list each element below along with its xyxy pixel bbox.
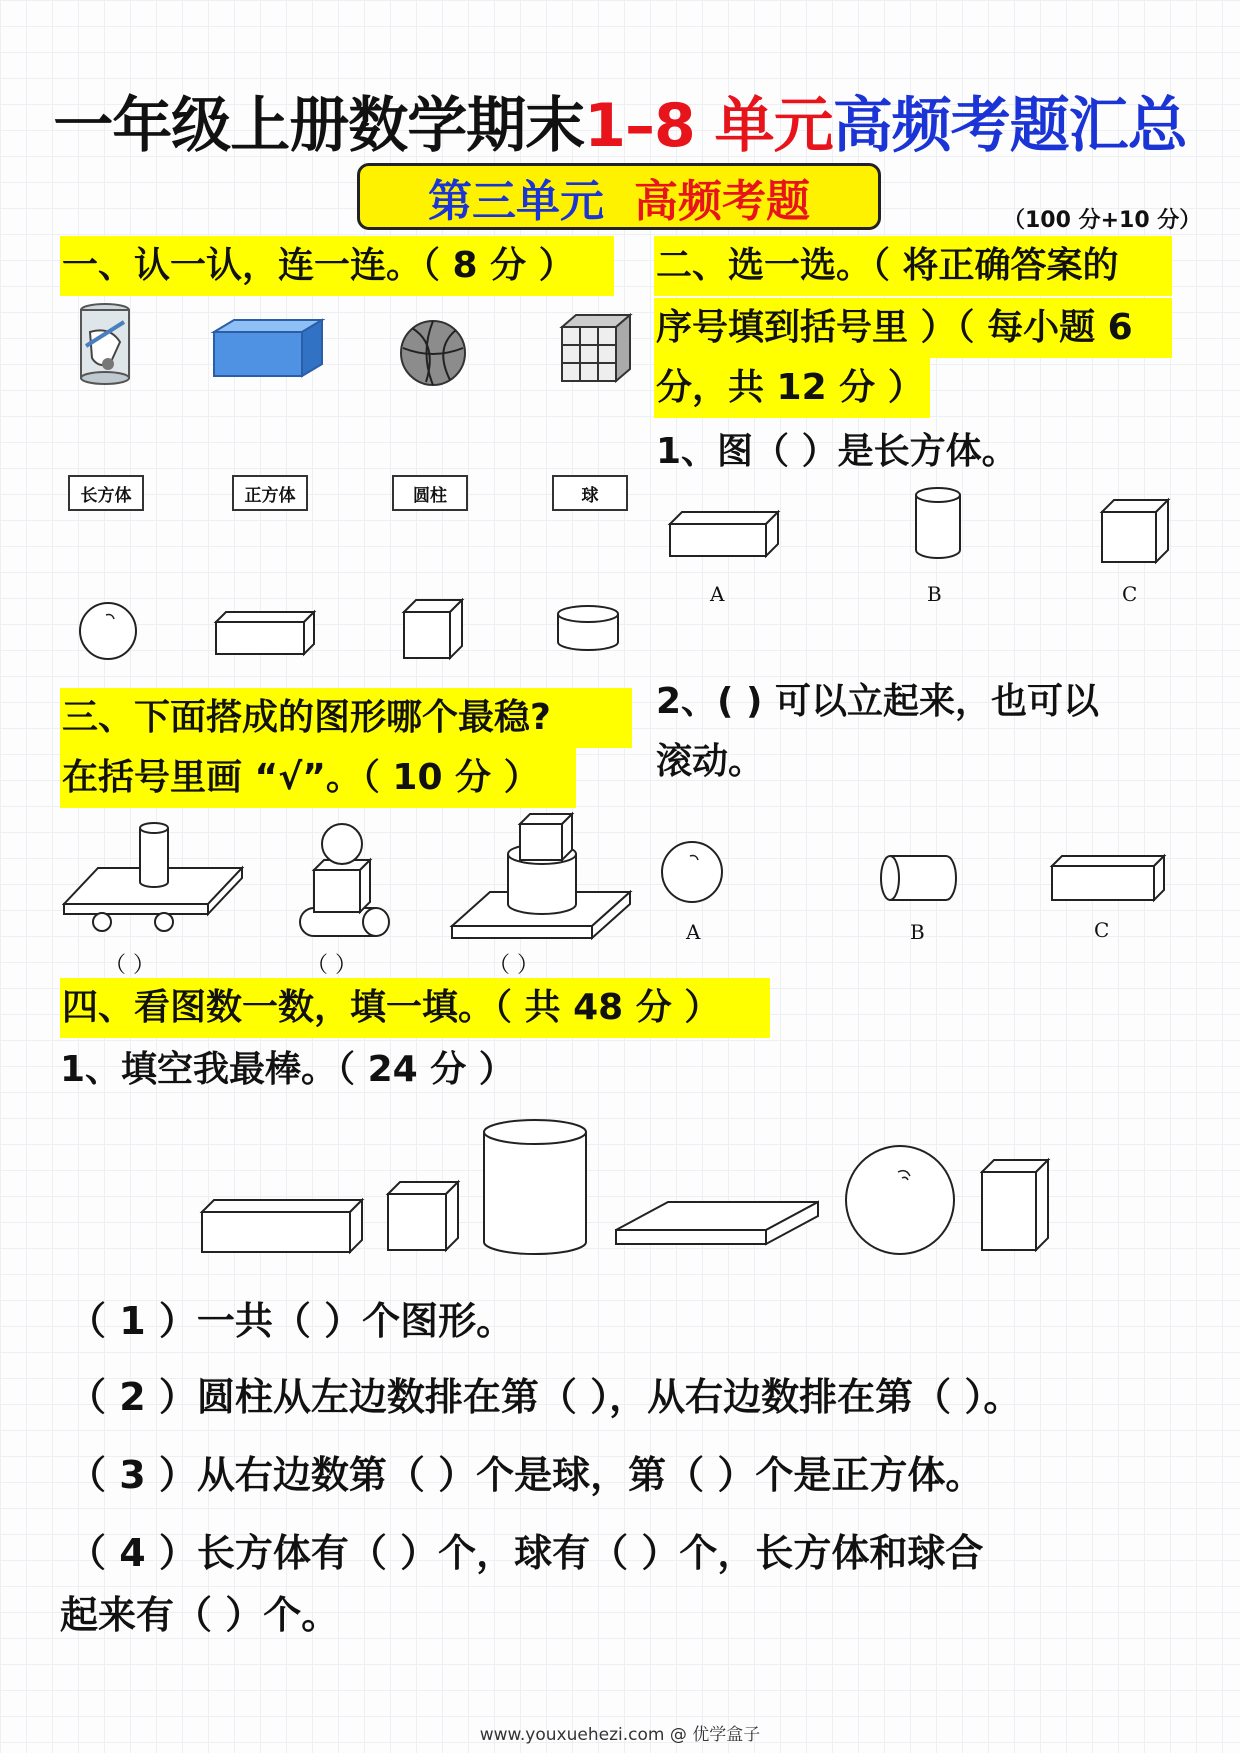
section4-heading: 四、看图数一数，填一填。（ 共 48 分 ） [60,978,770,1038]
structure-c-icon [450,808,632,940]
section3-heading-line2: 在括号里画 “√”。（ 10 分 ） [60,748,576,808]
q2-choice-c: C [1094,918,1110,942]
label-cylinder: 圆柱 [392,475,468,511]
unit-banner [357,163,881,230]
section2-q1: 1、图（ ）是长方体。 [656,431,1018,472]
section2-q2-line2: 滚动。 [656,741,765,782]
unit-label: 高频考题 [634,175,810,227]
label-cube: 正方体 [232,475,308,511]
footer: www.youxuehezi.com @ 优学盒子 [479,1725,761,1745]
q2-choice-b: B [910,920,925,944]
section2-heading-line3: 分，共 12 分 ） [654,358,930,418]
basketball-icon [398,318,468,388]
section1-heading: 一、认一认，连一连。（ 8 分 ） [60,236,614,296]
rubik-cube-icon [560,313,632,385]
q2-choice-a: A [686,920,701,944]
structure-a-blank[interactable]: （ ） [104,953,155,978]
structure-b-icon [298,822,396,936]
s4-sphere [844,1144,956,1256]
label-cuboid: 长方体 [68,475,144,511]
label-sphere: 球 [552,475,628,511]
s4-cuboid-1 [200,1198,364,1254]
title-part2: 1–8 单元 [584,91,833,161]
s4-cuboid-flat [614,1200,820,1250]
section2-q2-line1: 2、( ) 可以立起来，也可以 [656,681,1100,722]
title-part3: 高频考题汇总 [832,91,1187,161]
title-part1: 一年级上册数学期末 [53,91,585,161]
unit-name: 第三单元 [428,175,604,227]
q2-sphere-icon [660,840,726,906]
section2-heading-line1: 二、选一选。（ 将正确答案的 [654,236,1172,296]
q1-cuboid-icon [668,510,780,558]
q1-cube-icon [1100,498,1170,564]
section3-heading-line1: 三、下面搭成的图形哪个最稳? [60,688,632,748]
s4-cylinder [482,1118,588,1256]
q1-choice-b: B [927,582,942,606]
s4-cube [386,1180,460,1252]
badminton-tube-icon [70,302,140,384]
structure-c-blank[interactable]: （ ） [488,953,539,978]
q2-cuboid-icon [1050,854,1166,902]
s4-item-4-cont: 起来有（ ）个。 [60,1593,340,1637]
section4-sub: 1、填空我最棒。（ 24 分 ） [60,1049,515,1090]
s4-item-1: （ 1 ）一共（ ）个图形。 [68,1299,515,1343]
q1-choice-c: C [1122,582,1138,606]
s4-item-2: （ 2 ）圆柱从左边数排在第（ ），从右边数排在第（ ）。 [68,1375,1022,1419]
q1-cylinder-icon [914,486,962,560]
s4-cuboid-2 [980,1158,1050,1252]
s4-item-4: （ 4 ）长方体有（ ）个，球有（ ）个，长方体和球合 [68,1531,984,1575]
blue-box-icon [212,318,324,380]
cylinder-icon [556,604,620,652]
section2-heading-line2: 序号填到括号里 ）（ 每小题 6 [654,298,1172,358]
q2-cylinder-lying-icon [880,854,958,902]
s4-item-3: （ 3 ）从右边数第（ ）个是球，第（ ）个是正方体。 [68,1453,984,1497]
cuboid-icon [214,608,318,656]
structure-a-icon [62,818,246,934]
total-score: （100 分+10 分） [1003,208,1202,233]
cube-icon [402,598,464,660]
q1-choice-a: A [710,582,725,606]
structure-b-blank[interactable]: （ ） [306,953,357,978]
page-title [0,78,1240,164]
sphere-icon [78,601,140,663]
